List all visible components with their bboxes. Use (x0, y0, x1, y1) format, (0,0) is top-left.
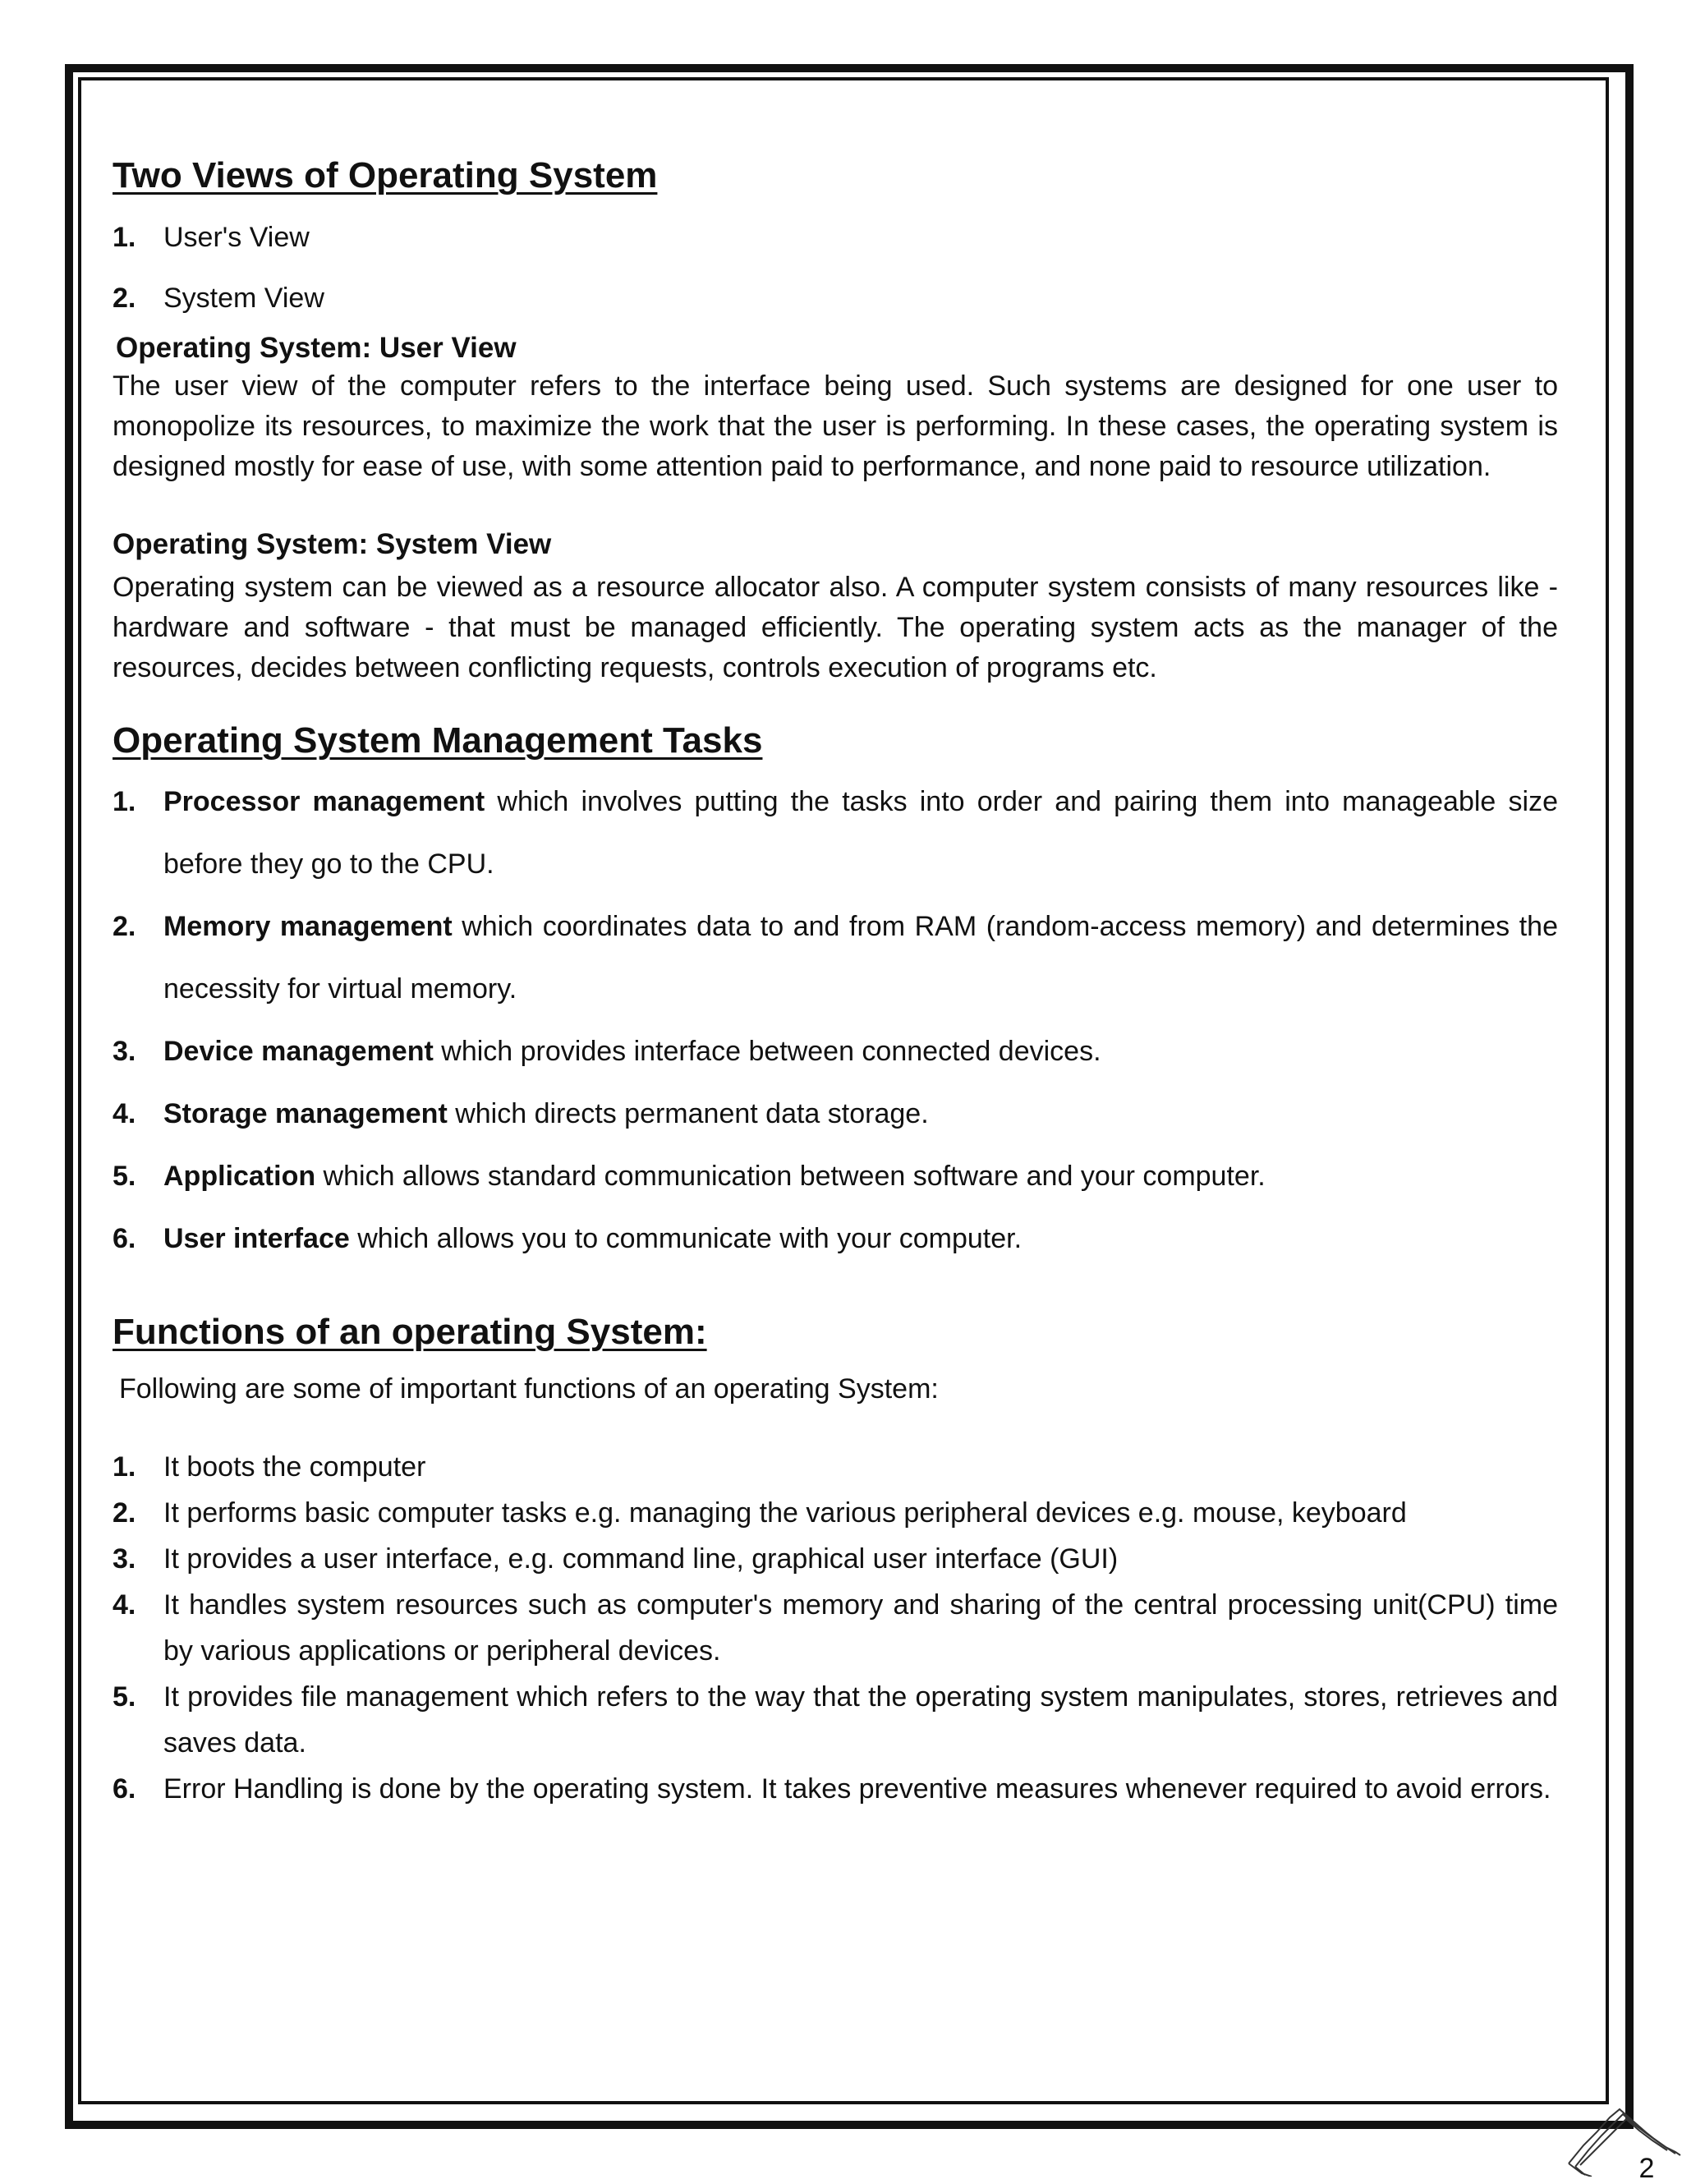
task-term: Processor management (163, 786, 485, 818)
page-corner-decoration (1567, 2060, 1682, 2177)
list-item (113, 1083, 1558, 1145)
list-item (113, 1145, 1558, 1207)
task-term: Device management (163, 1036, 434, 1068)
task-term: Application (163, 1161, 316, 1193)
list-number: 3. (113, 1543, 136, 1575)
list-text: It boots the computer (163, 1451, 426, 1483)
task-description: which provides interface between connected devices. (433, 1036, 1101, 1068)
list-item (113, 278, 1558, 319)
page-number: 2 (1638, 2153, 1655, 2184)
heading-management-tasks: Operating System Management Tasks (113, 720, 763, 761)
list-number: 2. (113, 283, 136, 315)
list-text: System View (163, 283, 324, 315)
task-description: which involves putting the tasks into order and pairing them into manageable size before they go to the CPU. (163, 786, 1558, 880)
list-number: 1. (113, 1451, 136, 1483)
list-number: 2. (113, 911, 136, 943)
views-list (113, 217, 1558, 319)
heading-functions: Functions of an operating System: (113, 1312, 707, 1353)
list-number: 2. (113, 1497, 136, 1529)
task-term: Storage management (163, 1098, 448, 1130)
task-description: which directs permanent data storage. (447, 1098, 929, 1130)
task-description: which coordinates data to and from RAM (random-access memory) and determines the necessity for virtual memory. (163, 911, 1559, 1005)
list-text: It provides a user interface, e.g. command line, graphical user interface (GUI) (163, 1543, 1119, 1575)
list-number: 6. (113, 1772, 136, 1805)
list-text: It handles system resources such as computer's memory and sharing of the central processing unit(CPU) time by various applications or peripheral devices. (163, 1589, 1558, 1667)
list-number: 4. (113, 1098, 136, 1130)
task-term: Memory management (163, 911, 453, 943)
list-item (113, 1674, 1558, 1766)
tasks-list (113, 770, 1558, 1270)
task-description: which allows you to communicate with your computer. (349, 1223, 1023, 1255)
list-item (113, 770, 1558, 895)
list-item (113, 1207, 1558, 1270)
functions-intro: Following are some of important functions of an operating System: (119, 1372, 939, 1405)
list-item (113, 217, 1558, 258)
list-text: Error Handling is done by the operating system. It takes preventive measures whenever required to avoid errors. (163, 1772, 1551, 1805)
list-item (113, 1490, 1558, 1536)
functions-list (113, 1444, 1558, 1812)
list-item (113, 1766, 1558, 1812)
list-item (113, 1444, 1558, 1490)
list-number: 5. (113, 1681, 136, 1713)
system-view-body: Operating system can be viewed as a resource allocator also. A computer system consists of many resources like - hardware and software - that must be managed efficiently. The operating system acts as the manager of the resources, decides between conflicting requests, controls execution of programs etc. (113, 571, 1558, 683)
list-text: User's View (163, 222, 310, 254)
heading-two-views: Two Views of Operating System (113, 155, 658, 195)
task-description: which allows standard communication between software and your computer. (315, 1161, 1266, 1193)
list-text: It provides file management which refers to the way that the operating system manipulates, stores, retrieves and saves data. (163, 1681, 1558, 1759)
list-item (113, 1020, 1558, 1083)
page-content (113, 156, 1558, 1812)
list-item (113, 1582, 1558, 1674)
list-number: 6. (113, 1223, 136, 1255)
list-number: 3. (113, 1036, 136, 1068)
user-view-title: Operating System: User View (116, 332, 517, 365)
user-view-body: The user view of the computer refers to the interface being used. Such systems are designed for one user to monopolize its resources, to maximize the work that the user is performing. In these cases, the operating system is designed mostly for ease of use, with some attention paid to performance, and none paid to resource utilization. (113, 370, 1558, 483)
list-item (113, 895, 1558, 1020)
task-term: User interface (163, 1223, 350, 1255)
list-number: 4. (113, 1589, 136, 1621)
list-number: 1. (113, 222, 136, 254)
list-item (113, 1536, 1558, 1582)
list-number: 1. (113, 786, 136, 818)
list-text: It performs basic computer tasks e.g. managing the various peripheral devices e.g. mouse, keyboard (163, 1497, 1407, 1529)
system-view-title: Operating System: System View (113, 528, 552, 561)
list-number: 5. (113, 1161, 136, 1193)
